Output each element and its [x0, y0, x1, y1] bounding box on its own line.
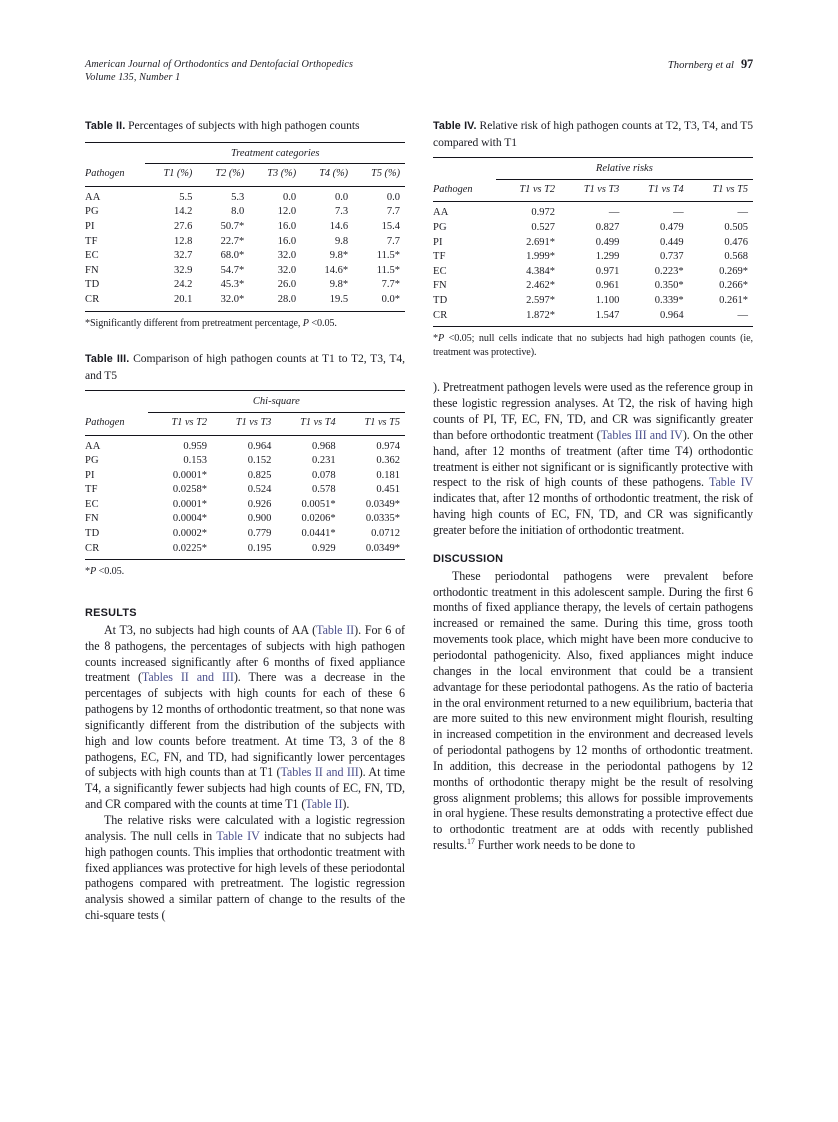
footnote-post: <0.05.: [96, 566, 125, 578]
footnote-pre: *: [85, 566, 90, 578]
pathogen-name: AA: [85, 440, 101, 452]
pathogen-name: AA: [85, 191, 101, 203]
pathogen-name: PG: [85, 455, 99, 467]
table-2-row-header: Pathogen: [85, 168, 125, 180]
footnote-p-symbol: P: [90, 566, 97, 578]
table-2-span-header: Treatment categories: [230, 147, 320, 159]
cell-value: 50.7*: [220, 220, 245, 232]
cell-value: 27.6: [173, 220, 193, 232]
table-3-col-t1t4: T1 vs T4: [300, 416, 336, 428]
cell-value: 0.0*: [381, 293, 400, 305]
cell-value: 0.827: [595, 221, 620, 233]
cell-value: 0.0349*: [365, 542, 400, 554]
cell-value: 28.0: [277, 293, 297, 305]
table-2-block: [85, 118, 405, 330]
results-paragraph-2: [85, 813, 405, 924]
right-column: [433, 118, 753, 854]
table-row: [85, 542, 405, 560]
cell-value: 19.5: [329, 293, 349, 305]
table-3-col-t1t5: T1 vs T5: [364, 416, 400, 428]
table-row: [85, 435, 405, 454]
cell-value: 8.0: [231, 206, 245, 218]
cell-value: 0.152: [247, 455, 272, 467]
table-4-col-t1t5: T1 vs T5: [712, 183, 748, 195]
cell-value: 0.362: [376, 455, 400, 467]
table-4-col-t1t4: T1 vs T4: [648, 183, 684, 195]
table-2-span-header-row: [85, 142, 405, 163]
table-4-span-header: Relative risks: [595, 163, 653, 175]
table-row: [433, 294, 753, 309]
pathogen-name: PI: [85, 220, 95, 232]
table-2-column-header-row: [85, 164, 405, 186]
cell-value: 0.505: [724, 221, 748, 233]
table-4-col-t1t2: T1 vs T2: [519, 183, 556, 195]
cell-value: 0.779: [247, 528, 272, 540]
cell-value: 0.0335*: [365, 513, 400, 525]
cell-value: 2.597*: [526, 294, 556, 306]
link-tables-2-and-3[interactable]: Tables II and III: [141, 670, 234, 685]
cell-value: 14.6*: [324, 264, 349, 276]
footnote-post: <0.05; null cells indicate that no subjects had high pathogen counts (ie, treatment was protective).: [433, 333, 753, 358]
table-4-column-header-row: [433, 180, 753, 202]
cell-value: 24.2: [173, 279, 193, 291]
cell-value: 1.299: [595, 251, 620, 263]
cell-value: 0.181: [376, 469, 400, 481]
text-run: ). At time T4, a significantly fewer subjects had high counts of EC, FN, TD, and CR compared with the counts at time T1 (: [85, 765, 405, 812]
table-4: [433, 157, 753, 327]
cell-value: 0.961: [595, 280, 620, 292]
table-2: [85, 142, 405, 312]
cell-value: 0.499: [595, 236, 620, 248]
text-run: ). For 6 of the 8 pathogens, the percentages of subjects with high pathogen counts increased significantly after 6 months of fixed appliance treatment (: [85, 622, 406, 685]
section-heading-discussion: DISCUSSION: [433, 552, 504, 565]
cell-value: 0.223*: [654, 265, 684, 277]
table-row: [85, 293, 405, 311]
table-row: [85, 264, 405, 279]
table-4-col-t1t3: T1 vs T3: [583, 183, 620, 195]
pathogen-name: PI: [433, 236, 443, 248]
pathogen-name: TF: [85, 484, 98, 496]
spacer: [85, 581, 405, 607]
table-row: [85, 512, 405, 527]
text-run: indicate that no subjects had high pathogen counts. This implies that orthodontic treatment with fixed appliances was protective for high levels of these periodontal pathogens compared with pretreatment. The logistic regression analysis showed a similar pattern of change to the results of the chi-square tests (: [85, 828, 405, 923]
table-4-row-header: Pathogen: [433, 183, 473, 195]
cell-value: 1.999*: [526, 251, 556, 263]
spacer-cell: [433, 158, 496, 179]
left-column: [85, 118, 405, 924]
text-run: ). Pretreatment pathogen levels were used as the reference group in these logistic regression analyses. At T2, the risk of having high counts of PI, TF, EC, FN, TD, and CR was significantly greater than before orthodontic treatment (: [433, 380, 753, 442]
table-2-caption-text: Percentages of subjects with high pathogen counts: [125, 119, 360, 132]
table-3-column-header-row: [85, 413, 405, 435]
table-3-span-header-row: [85, 391, 405, 412]
cell-value: 16.0: [277, 235, 297, 247]
cell-value: 0.964: [660, 309, 684, 321]
pathogen-name: FN: [85, 264, 99, 276]
cell-value: 0.266*: [719, 280, 748, 292]
cell-value: 0.0349*: [365, 498, 400, 510]
text-run: ). There was a decrease in the percentages of subjects with high counts for each of these 6 pathogens by 12 months of orthodontic treatment, so that none was significantly different from the distribution of the subjects with high and low counts before treatment. At time T3, 3 of the 8 pathogens, EC, FN, and TD, had significantly lower percentages of subjects with high counts than at T1 (: [85, 670, 405, 780]
journal-volume-issue: Volume 135, Number 1: [85, 72, 181, 84]
table-row: [85, 469, 405, 484]
cell-value: 7.3: [334, 206, 349, 218]
cell-value: 0.476: [724, 236, 748, 248]
cell-value: 0.524: [247, 484, 272, 496]
cell-value: 0.479: [660, 221, 684, 233]
citation-ref-17[interactable]: 17: [466, 837, 475, 847]
pathogen-name: PG: [85, 206, 99, 218]
cell-value: 0.974: [376, 440, 400, 452]
cell-value: 0.0258*: [172, 484, 208, 496]
cell-value: 0.0002*: [172, 528, 208, 540]
spacer: [433, 539, 753, 553]
page-number: 97: [741, 57, 753, 71]
cell-value: 0.929: [312, 542, 336, 554]
cell-value: 5.5: [179, 191, 193, 203]
cell-value: —: [737, 207, 748, 219]
running-head: [85, 58, 753, 85]
cell-value: 0.578: [312, 484, 336, 496]
cell-value: 1.547: [595, 309, 620, 321]
table-row: [85, 527, 405, 542]
journal-title: American Journal of Orthodontics and Dentofacial Orthopedics: [85, 59, 354, 70]
table-3-caption: [85, 351, 405, 383]
cell-value: 0.261*: [719, 294, 748, 306]
pathogen-name: PG: [433, 221, 447, 233]
text-run: The relative risks were calculated with a logistic regression analysis. The null cells in: [85, 812, 405, 843]
table-3-label: Table III.: [85, 353, 130, 366]
cell-value: 1.100: [595, 294, 620, 306]
cell-value: 0.0004*: [172, 513, 208, 525]
cell-value: 0.0225*: [172, 542, 208, 554]
cell-value: 0.0206*: [301, 513, 336, 525]
table-3-footnote: [85, 565, 405, 579]
table-2-col-t2: T2 (%): [215, 168, 245, 180]
authors-and-page: [668, 58, 753, 72]
spacer-cell: [85, 391, 148, 412]
table-3-caption-text: Comparison of high pathogen counts at T1 to T2, T3, T4, and T5: [85, 352, 405, 382]
discussion-paragraph-1: [433, 569, 753, 854]
pathogen-name: FN: [85, 513, 99, 525]
cell-value: 26.0: [277, 279, 297, 291]
cell-value: 2.462*: [526, 280, 556, 292]
table-2-col-t3: T3 (%): [267, 168, 297, 180]
pathogen-name: CR: [85, 293, 100, 305]
table-row: [85, 454, 405, 469]
link-table-4[interactable]: Table IV: [216, 828, 260, 843]
cell-value: 0.231: [312, 455, 336, 467]
cell-value: 0.0051*: [301, 498, 336, 510]
spacer: [433, 361, 753, 380]
cell-value: 12.8: [173, 235, 193, 247]
table-3-row-header: Pathogen: [85, 416, 125, 428]
cell-value: 20.1: [173, 293, 193, 305]
cell-value: 7.7: [386, 235, 400, 247]
cell-value: 0.971: [595, 265, 620, 277]
cell-value: —: [673, 207, 684, 219]
table-row: [433, 236, 753, 251]
cell-value: 0.825: [247, 469, 272, 481]
results-paragraph-1: [85, 623, 405, 813]
cell-value: 0.153: [183, 455, 208, 467]
cell-value: 32.0: [277, 250, 297, 262]
link-tables-3-and-4[interactable]: Tables III and IV: [600, 427, 683, 442]
table-row: [433, 250, 753, 265]
cell-value: 12.0: [277, 206, 297, 218]
table-row: [85, 249, 405, 264]
table-row: [85, 483, 405, 498]
pathogen-name: TF: [85, 235, 98, 247]
cell-value: 0.959: [183, 440, 208, 452]
cell-value: 16.0: [277, 220, 297, 232]
cell-value: 68.0*: [220, 250, 245, 262]
cell-value: 0.078: [312, 469, 336, 481]
table-row: [85, 186, 405, 205]
table-4-label: Table IV.: [433, 120, 477, 132]
table-2-col-t4: T4 (%): [319, 168, 349, 180]
cell-value: 0.0: [334, 191, 349, 203]
footnote-pre: *Significantly different from pretreatment percentage,: [85, 317, 303, 329]
text-run: indicates that, after 12 months of orthodontic treatment, the risk of having high counts of EC, FN, TD, and CR was significantly greater before the initiation of orthodontic treatment.: [433, 491, 753, 537]
cell-value: 0.0441*: [301, 528, 336, 540]
cell-value: 0.0001*: [172, 469, 208, 481]
cell-value: 0.900: [247, 513, 272, 525]
cell-value: 22.7*: [220, 235, 245, 247]
journal-title-block: [85, 58, 353, 85]
cell-value: 0.339*: [654, 294, 684, 306]
cell-value: 2.691*: [526, 236, 556, 248]
cell-value: 0.451: [376, 484, 400, 496]
pathogen-name: TF: [433, 251, 446, 263]
footnote-pre: *: [433, 333, 438, 345]
link-table-2[interactable]: Table II: [316, 622, 355, 637]
pathogen-name: TD: [85, 279, 100, 291]
table-3-col-t1t2: T1 vs T2: [171, 416, 208, 428]
table-4-span-header-row: [433, 158, 753, 179]
cell-value: 4.384*: [526, 265, 556, 277]
cell-value: 0.0001*: [172, 498, 208, 510]
cell-value: 7.7*: [381, 279, 400, 291]
cell-value: 32.9: [173, 264, 193, 276]
footnote-p-symbol: P: [438, 333, 445, 345]
table-2-footnote: [85, 317, 405, 331]
cell-value: 0.195: [247, 542, 272, 554]
pathogen-name: CR: [433, 309, 448, 321]
cell-value: 32.7: [173, 250, 193, 262]
cell-value: 1.872*: [526, 309, 556, 321]
cell-value: —: [608, 207, 620, 219]
table-row: [433, 202, 753, 221]
cell-value: 0.737: [660, 251, 684, 263]
cell-value: 32.0*: [220, 293, 245, 305]
pathogen-name: EC: [85, 250, 99, 262]
table-4-footnote: [433, 332, 753, 359]
table-3-span-header: Chi-square: [252, 396, 300, 408]
table-row: [85, 235, 405, 250]
pathogen-name: TD: [433, 294, 448, 306]
table-2-label: Table II.: [85, 120, 126, 132]
cell-value: 0.972: [531, 207, 556, 219]
cell-value: 15.4: [381, 220, 400, 232]
link-table-4-b[interactable]: Table IV: [709, 475, 753, 490]
cell-value: 0.568: [724, 251, 748, 263]
spacer-cell: [85, 142, 145, 163]
pathogen-name: AA: [433, 207, 449, 219]
table-2-caption: [85, 118, 405, 135]
link-tables-2-and-3-b[interactable]: Tables II and III: [280, 765, 359, 780]
table-3: [85, 390, 405, 560]
cell-value: 0.269*: [719, 265, 748, 277]
table-row: [85, 278, 405, 293]
text-run: These periodontal pathogens were prevalent before orthodontic treatment in this adolescent sample. During the first 6 months of fixed appliance therapy, the levels of certain pathogens increased or remained the same. During this time, gross tooth movements took place, which might have been more conducive to periodontal pathogenicity. Also, fixed appliances might induce changes in the local environment that could be a transient advantage for these periodontal pathogens. As the ratio of bacteria in the oral environment returned to a new equilibrium, bacteria that are more suited to this new environment might flourish, resulting in increased competition in the environment and decreased levels of periodontal pathogens by 12 months of orthodontic treatment. In addition, this decrease in the periodontal pathogens by 12 months of orthodontic therapy might be the result of resolving gross alignment problems; this allows for possible improvements in oral hygiene. These results demonstrating a protective effect due to orthodontic treatment are at odds with recently published results.: [433, 568, 753, 853]
pathogen-name: EC: [85, 498, 99, 510]
cell-value: 0.350*: [654, 280, 684, 292]
cell-value: 0.0712: [371, 528, 400, 540]
cell-value: 0.926: [247, 498, 272, 510]
pathogen-name: EC: [433, 265, 447, 277]
pathogen-name: TD: [85, 528, 100, 540]
cell-value: 0.527: [531, 221, 556, 233]
section-heading-results: RESULTS: [85, 606, 137, 619]
cell-value: 32.0: [277, 264, 297, 276]
cell-value: 11.5*: [376, 250, 400, 262]
cell-value: 45.3*: [220, 279, 245, 291]
text-run: At T3, no subjects had high counts of AA (: [104, 622, 317, 637]
results-paragraph-2-continued: [433, 380, 753, 538]
cell-value: 7.7: [386, 206, 400, 218]
link-table-2-b[interactable]: Table II: [305, 797, 343, 812]
table-2-col-t1: T1 (%): [163, 168, 193, 180]
table-3-block: [85, 351, 405, 579]
table-row: [433, 309, 753, 327]
table-row: [433, 279, 753, 294]
cell-value: 0.0: [386, 191, 400, 203]
table-4-caption-text: Relative risk of high pathogen counts at T2, T3, T4, and T5 compared with T1: [433, 119, 753, 149]
cell-value: 9.8*: [329, 279, 349, 291]
cell-value: 9.8*: [329, 250, 349, 262]
cell-value: —: [737, 309, 748, 321]
pathogen-name: FN: [433, 280, 447, 292]
spacer: [85, 332, 405, 351]
footnote-p-symbol: P: [302, 317, 309, 329]
text-run: ).: [342, 797, 350, 812]
table-row: [85, 220, 405, 235]
text-run: ). On the other hand, after 12 months of treatment (after time T4) orthodontic treatment is either not significant or is significantly protective with respect to the risk of high counts of these pathogens.: [433, 427, 753, 490]
footnote-post: <0.05.: [308, 317, 337, 329]
table-3-col-t1t3: T1 vs T3: [235, 416, 272, 428]
table-row: [433, 265, 753, 280]
pathogen-name: PI: [85, 469, 95, 481]
text-run: Further work needs to be done to: [474, 838, 636, 853]
table-2-col-t5: T5 (%): [371, 168, 400, 180]
cell-value: 0.0: [283, 191, 297, 203]
cell-value: 11.5*: [376, 264, 400, 276]
pathogen-name: CR: [85, 542, 100, 554]
cell-value: 0.968: [312, 440, 336, 452]
table-4-block: [433, 118, 753, 359]
table-row: [85, 498, 405, 513]
running-authors: Thornberg et al: [667, 60, 734, 71]
cell-value: 0.449: [660, 236, 684, 248]
cell-value: 0.964: [247, 440, 272, 452]
cell-value: 14.6: [329, 220, 349, 232]
table-row: [433, 221, 753, 236]
cell-value: 54.7*: [220, 264, 245, 276]
cell-value: 9.8: [334, 235, 349, 247]
table-row: [85, 205, 405, 220]
table-4-caption: [433, 118, 753, 150]
cell-value: 14.2: [173, 206, 193, 218]
cell-value: 5.3: [231, 191, 245, 203]
